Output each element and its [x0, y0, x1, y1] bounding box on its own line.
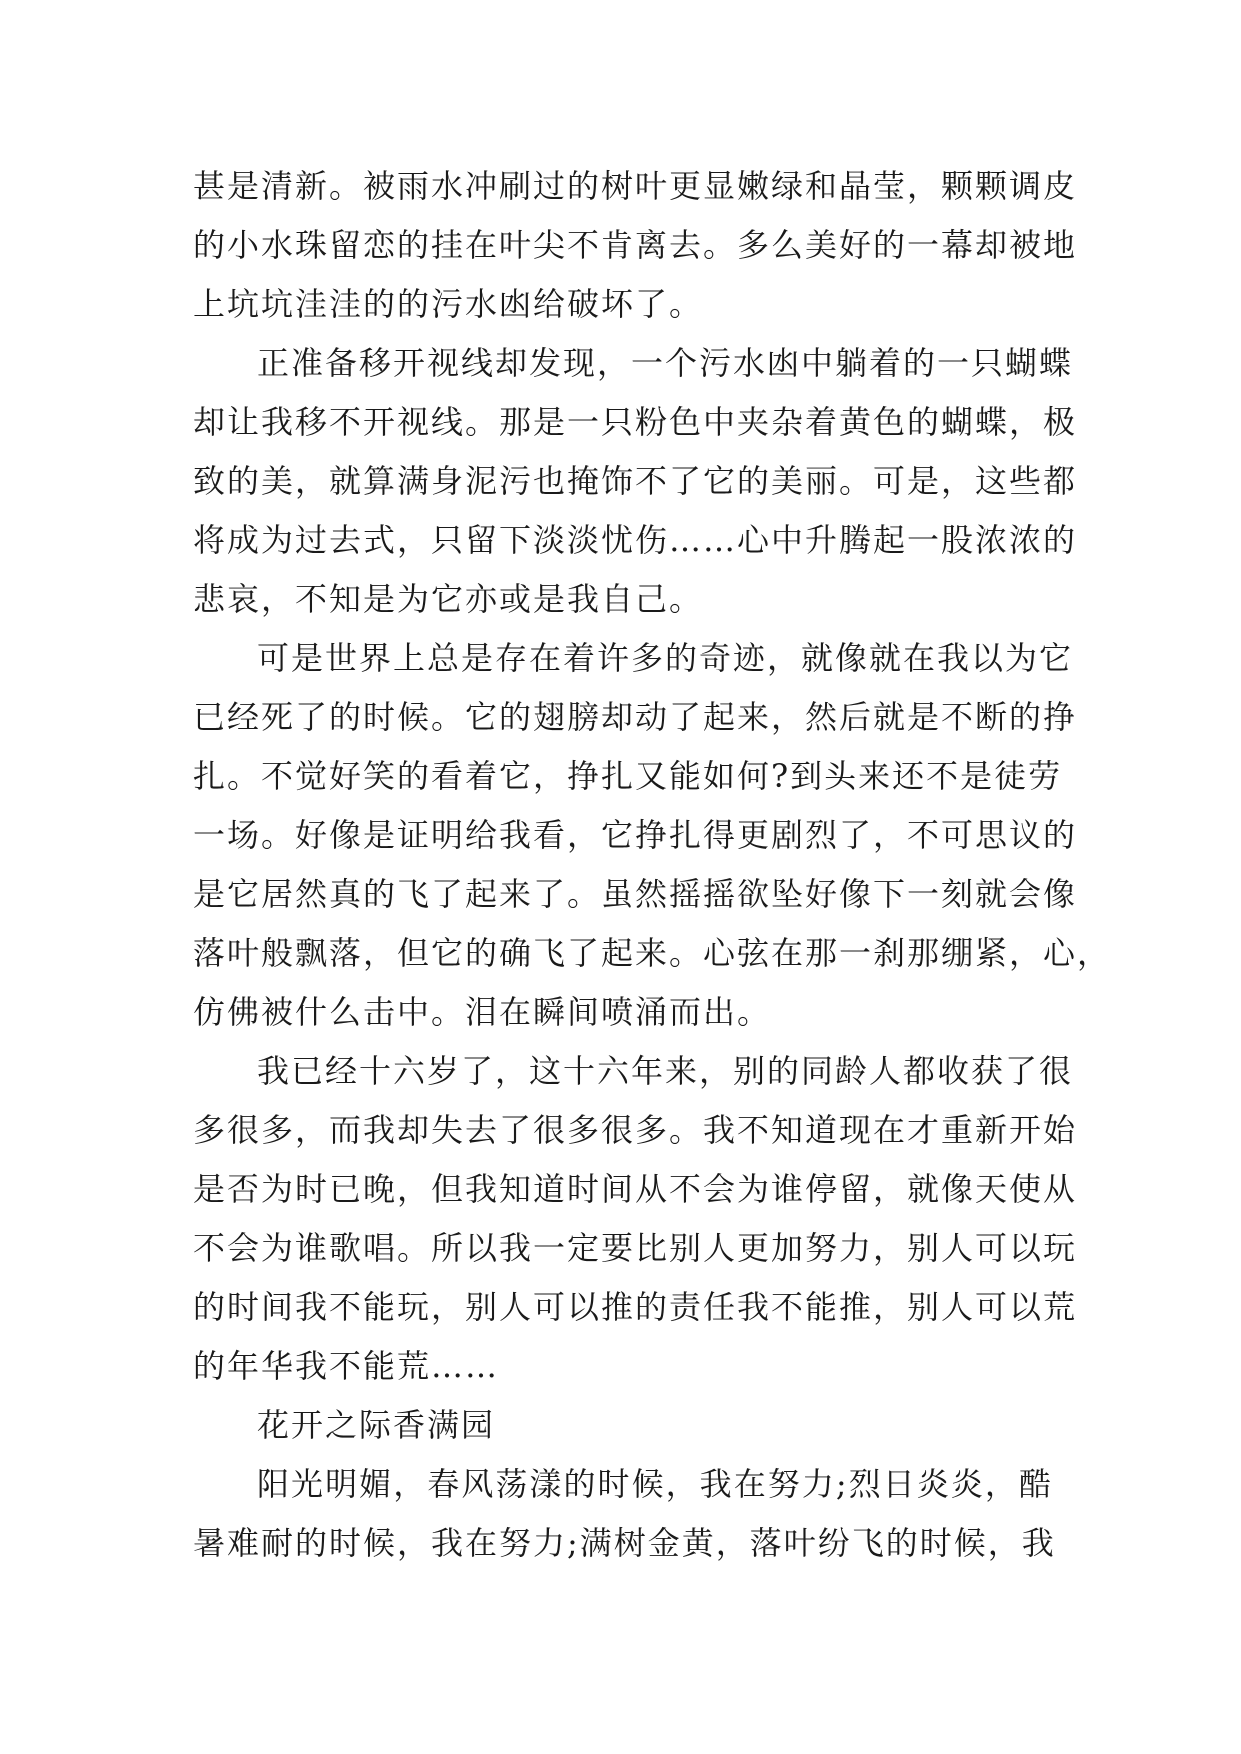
text-line: 致的美，就算满身泥污也掩饰不了它的美丽。可是，这些都 [193, 462, 1078, 500]
text-line: 将成为过去式，只留下淡淡忧伤……心中升腾起一股浓浓的 [193, 521, 1078, 559]
text-line: 我已经十六岁了，这十六年来，别的同龄人都收获了很 [257, 1052, 1074, 1090]
text-line: 多很多，而我却失去了很多很多。我不知道现在才重新开始 [193, 1111, 1078, 1149]
body-text [193, 157, 1112, 1573]
text-line: 的年华我不能荒…… [193, 1347, 500, 1385]
text-line: 却让我移不开视线。那是一只粉色中夹杂着黄色的蝴蝶，极 [193, 403, 1078, 441]
text-line: 暑难耐的时候，我在努力;满树金黄，落叶纷飞的时候，我 [193, 1524, 1056, 1562]
text-line: 不会为谁歌唱。所以我一定要比别人更加努力，别人可以玩 [193, 1229, 1078, 1267]
text-line: 阳光明媚，春风荡漾的时候，我在努力;烈日炎炎，酷 [257, 1465, 1053, 1503]
section-heading: 花开之际香满园 [257, 1406, 496, 1444]
text-line: 扎。不觉好笑的看着它，挣扎又能如何?到头来还不是徒劳 [193, 757, 1063, 795]
text-line: 是否为时已晚，但我知道时间从不会为谁停留，就像天使从 [193, 1170, 1078, 1208]
text-line: 上坑坑洼洼的的污水凼给破坏了。 [193, 285, 704, 323]
text-line: 甚是清新。被雨水冲刷过的树叶更显嫩绿和晶莹，颗颗调皮 [193, 167, 1078, 205]
text-line: 正准备移开视线却发现，一个污水凼中躺着的一只蝴蝶 [257, 344, 1074, 382]
text-line: 悲哀，不知是为它亦或是我自己。 [193, 580, 704, 618]
text-line: 的小水珠留恋的挂在叶尖不肯离去。多么美好的一幕却被地 [193, 226, 1078, 264]
text-line: 仿佛被什么击中。泪在瞬间喷涌而出。 [193, 993, 772, 1031]
text-line: 的时间我不能玩，别人可以推的责任我不能推，别人可以荒 [193, 1288, 1078, 1326]
text-line: 是它居然真的飞了起来了。虽然摇摇欲坠好像下一刻就会像 [193, 875, 1078, 913]
text-line: 已经死了的时候。它的翅膀却动了起来，然后就是不断的挣 [193, 698, 1078, 736]
text-line: 落叶般飘落，但它的确飞了起来。心弦在那一刹那绷紧，心， [193, 934, 1112, 972]
text-line: 一场。好像是证明给我看，它挣扎得更剧烈了，不可思议的 [193, 816, 1078, 854]
text-line: 可是世界上总是存在着许多的奇迹，就像就在我以为它 [257, 639, 1074, 677]
